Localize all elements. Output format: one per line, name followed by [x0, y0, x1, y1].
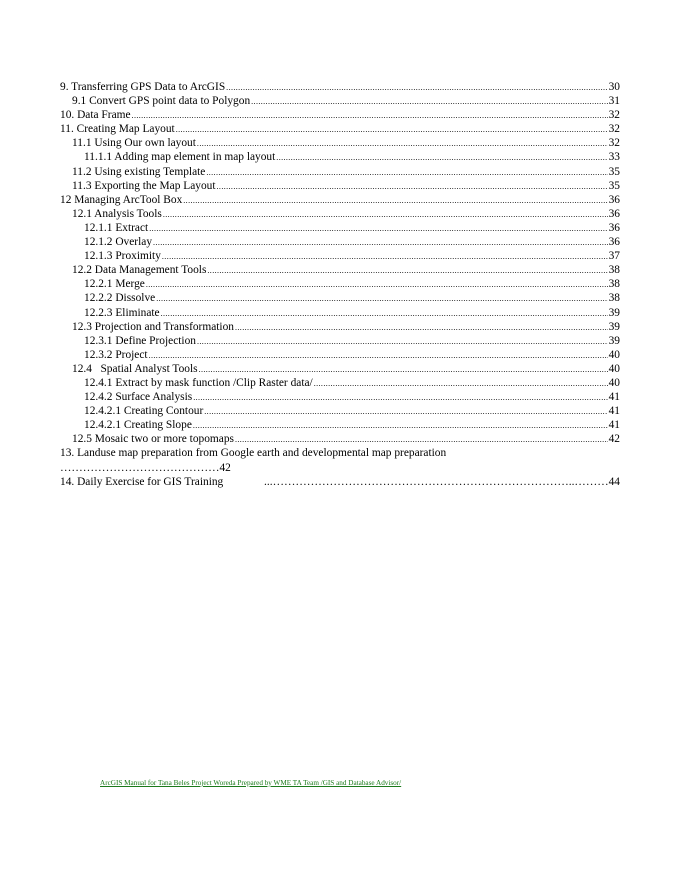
toc-entry-leader — [156, 292, 607, 306]
toc-entry[interactable] — [60, 207, 620, 221]
toc-entry-leader — [163, 208, 608, 222]
toc-entry-page: 36 — [608, 236, 620, 249]
toc-entry[interactable] — [60, 334, 620, 348]
toc-entry-leader — [207, 264, 607, 278]
toc-entry[interactable] — [60, 277, 620, 291]
toc-entry-title: 12.2.1 Merge — [84, 278, 145, 291]
toc-entry-page: 41 — [608, 391, 620, 404]
toc-entry-page: 31 — [608, 95, 620, 108]
toc-entry-leader — [235, 433, 608, 447]
toc-entry[interactable] — [60, 193, 620, 207]
toc-entry-page: 36 — [608, 221, 620, 234]
toc-entry[interactable] — [60, 320, 620, 334]
toc-entry-page: 32 — [608, 123, 620, 136]
table-of-contents — [60, 80, 620, 489]
toc-entry-title: 12.2 Data Management Tools — [72, 264, 207, 277]
toc-entry-leader — [183, 194, 607, 208]
toc-entry-page: 38 — [608, 278, 620, 291]
toc-entry-page: 40 — [608, 362, 620, 375]
toc-entry[interactable] — [60, 404, 620, 418]
toc-entry[interactable] — [60, 249, 620, 263]
toc-entry-leader — [149, 349, 608, 363]
toc-entry-title: 12.4.1 Extract by mask function /Clip Raster data/ — [84, 376, 313, 389]
toc-entry[interactable] — [60, 108, 620, 122]
toc-entry-title: 12.1 Analysis Tools — [72, 207, 162, 220]
toc-entry[interactable] — [60, 306, 620, 320]
toc-entry[interactable] — [60, 122, 620, 136]
toc-entry-title: 10. Data Frame — [60, 109, 131, 122]
toc-entry-13-title: 13. Landuse map preparation from Google earth and developmental map preparation — [60, 447, 447, 460]
toc-entry-14-page: 44 — [608, 475, 620, 488]
toc-entry-title: 12.1.2 Overlay — [84, 236, 153, 249]
toc-entry-title: 12.3 Projection and Transformation — [72, 320, 234, 333]
toc-entry-14[interactable] — [60, 475, 620, 489]
toc-entry[interactable] — [60, 376, 620, 390]
toc-entry-leader — [193, 391, 607, 405]
footer-text: ArcGIS Manual for Tana Beles Project Woreda Prepared by WME TA Team /GIS and Database Advisor/ — [100, 779, 402, 787]
toc-entry-title: 11.3 Exporting the Map Layout — [72, 179, 216, 192]
toc-entry-leader — [314, 377, 608, 391]
toc-entry[interactable] — [60, 263, 620, 277]
toc-entry-page: 36 — [608, 207, 620, 220]
toc-entry[interactable] — [60, 179, 620, 193]
toc-entry-leader — [276, 151, 607, 165]
toc-entry-title: 12 Managing ArcTool Box — [60, 193, 183, 206]
toc-entry-leader — [146, 278, 608, 292]
toc-entry-page: 37 — [608, 250, 620, 263]
toc-entry-page: 39 — [608, 320, 620, 333]
toc-entry-page: 35 — [608, 165, 620, 178]
toc-entry-leader — [197, 335, 608, 349]
toc-entry-page: 38 — [608, 264, 620, 277]
toc-entry-leader — [176, 123, 608, 137]
toc-entry-page: 32 — [608, 137, 620, 150]
toc-entry-page: 30 — [608, 81, 620, 93]
toc-entry-leader — [197, 137, 608, 151]
toc-entry-13-leader-page: ……………………………………42 — [60, 461, 231, 474]
toc-entry[interactable] — [60, 362, 620, 376]
toc-entry[interactable] — [60, 291, 620, 305]
toc-entry-title: 11.1.1 Adding map element in map layout — [84, 151, 276, 164]
toc-entry-leader — [132, 109, 608, 123]
toc-entry[interactable] — [60, 221, 620, 235]
toc-entry[interactable] — [60, 165, 620, 179]
toc-entry-leader — [251, 95, 607, 109]
toc-entry-title: 9. Transferring GPS Data to ArcGIS — [60, 81, 226, 93]
toc-entry[interactable] — [60, 390, 620, 404]
toc-entry-page: 40 — [608, 376, 620, 389]
toc-entry-14-title: 14. Daily Exercise for GIS Training — [60, 475, 224, 488]
toc-entry[interactable] — [60, 348, 620, 362]
toc-entry-14-leader: ...……………………………………………………………………..……… — [264, 475, 609, 488]
toc-entry-page: 39 — [608, 306, 620, 319]
toc-entry[interactable] — [60, 94, 620, 108]
toc-entry-page: 41 — [608, 419, 620, 432]
toc-entry-leader — [226, 81, 607, 95]
toc-entry-13[interactable] — [60, 446, 620, 474]
toc-entry[interactable] — [60, 235, 620, 249]
toc-entry-page: 38 — [608, 292, 620, 305]
toc-entry[interactable] — [60, 150, 620, 164]
toc-entry-title: 12.2.2 Dissolve — [84, 292, 156, 305]
toc-entry-page: 35 — [608, 179, 620, 192]
toc-entries — [60, 80, 620, 446]
toc-entry-leader — [235, 321, 608, 335]
toc-entry-leader — [149, 222, 607, 236]
toc-entry-page: 33 — [608, 151, 620, 164]
toc-entry-title: 9.1 Convert GPS point data to Polygon — [72, 95, 251, 108]
toc-entry[interactable] — [60, 418, 620, 432]
toc-entry[interactable] — [60, 136, 620, 150]
toc-entry-page: 41 — [608, 405, 620, 418]
toc-entry-title: 12.2.3 Eliminate — [84, 306, 160, 319]
toc-entry-leader — [161, 307, 608, 321]
toc-entry-title: 11. Creating Map Layout — [60, 123, 175, 136]
toc-entry-leader — [193, 419, 608, 433]
toc-entry-title: 11.1 Using Our own layout — [72, 137, 196, 150]
toc-entry-leader — [217, 180, 608, 194]
toc-entry-title: 12.4 Spatial Analyst Tools — [72, 362, 198, 375]
toc-entry-title: 12.4.2.1 Creating Slope — [84, 419, 192, 432]
toc-entry[interactable] — [60, 432, 620, 446]
toc-entry-title: 12.3.1 Define Projection — [84, 334, 196, 347]
toc-entry-title: 12.1.3 Proximity — [84, 250, 161, 263]
toc-entry-page: 32 — [608, 109, 620, 122]
toc-entry-title: 12.4.2.1 Creating Contour — [84, 405, 204, 418]
toc-entry-page: 39 — [608, 334, 620, 347]
toc-entry-title: 12.1.1 Extract — [84, 221, 149, 234]
toc-entry-leader — [206, 166, 607, 180]
toc-entry-title: 12.3.2 Project — [84, 348, 148, 361]
toc-entry-title: 12.5 Mosaic two or more topomaps — [72, 433, 234, 446]
toc-entry-leader — [162, 250, 608, 264]
toc-entry-leader — [199, 363, 608, 377]
toc-entry-page: 40 — [608, 348, 620, 361]
toc-entry-title: 11.2 Using existing Template — [72, 165, 206, 178]
toc-entry-title: 12.4.2 Surface Analysis — [84, 391, 193, 404]
toc-entry-page: 42 — [608, 433, 620, 446]
toc-entry-leader — [153, 236, 608, 250]
toc-entry-page: 36 — [608, 193, 620, 206]
toc-entry[interactable] — [60, 80, 620, 94]
toc-entry-leader — [204, 405, 607, 419]
